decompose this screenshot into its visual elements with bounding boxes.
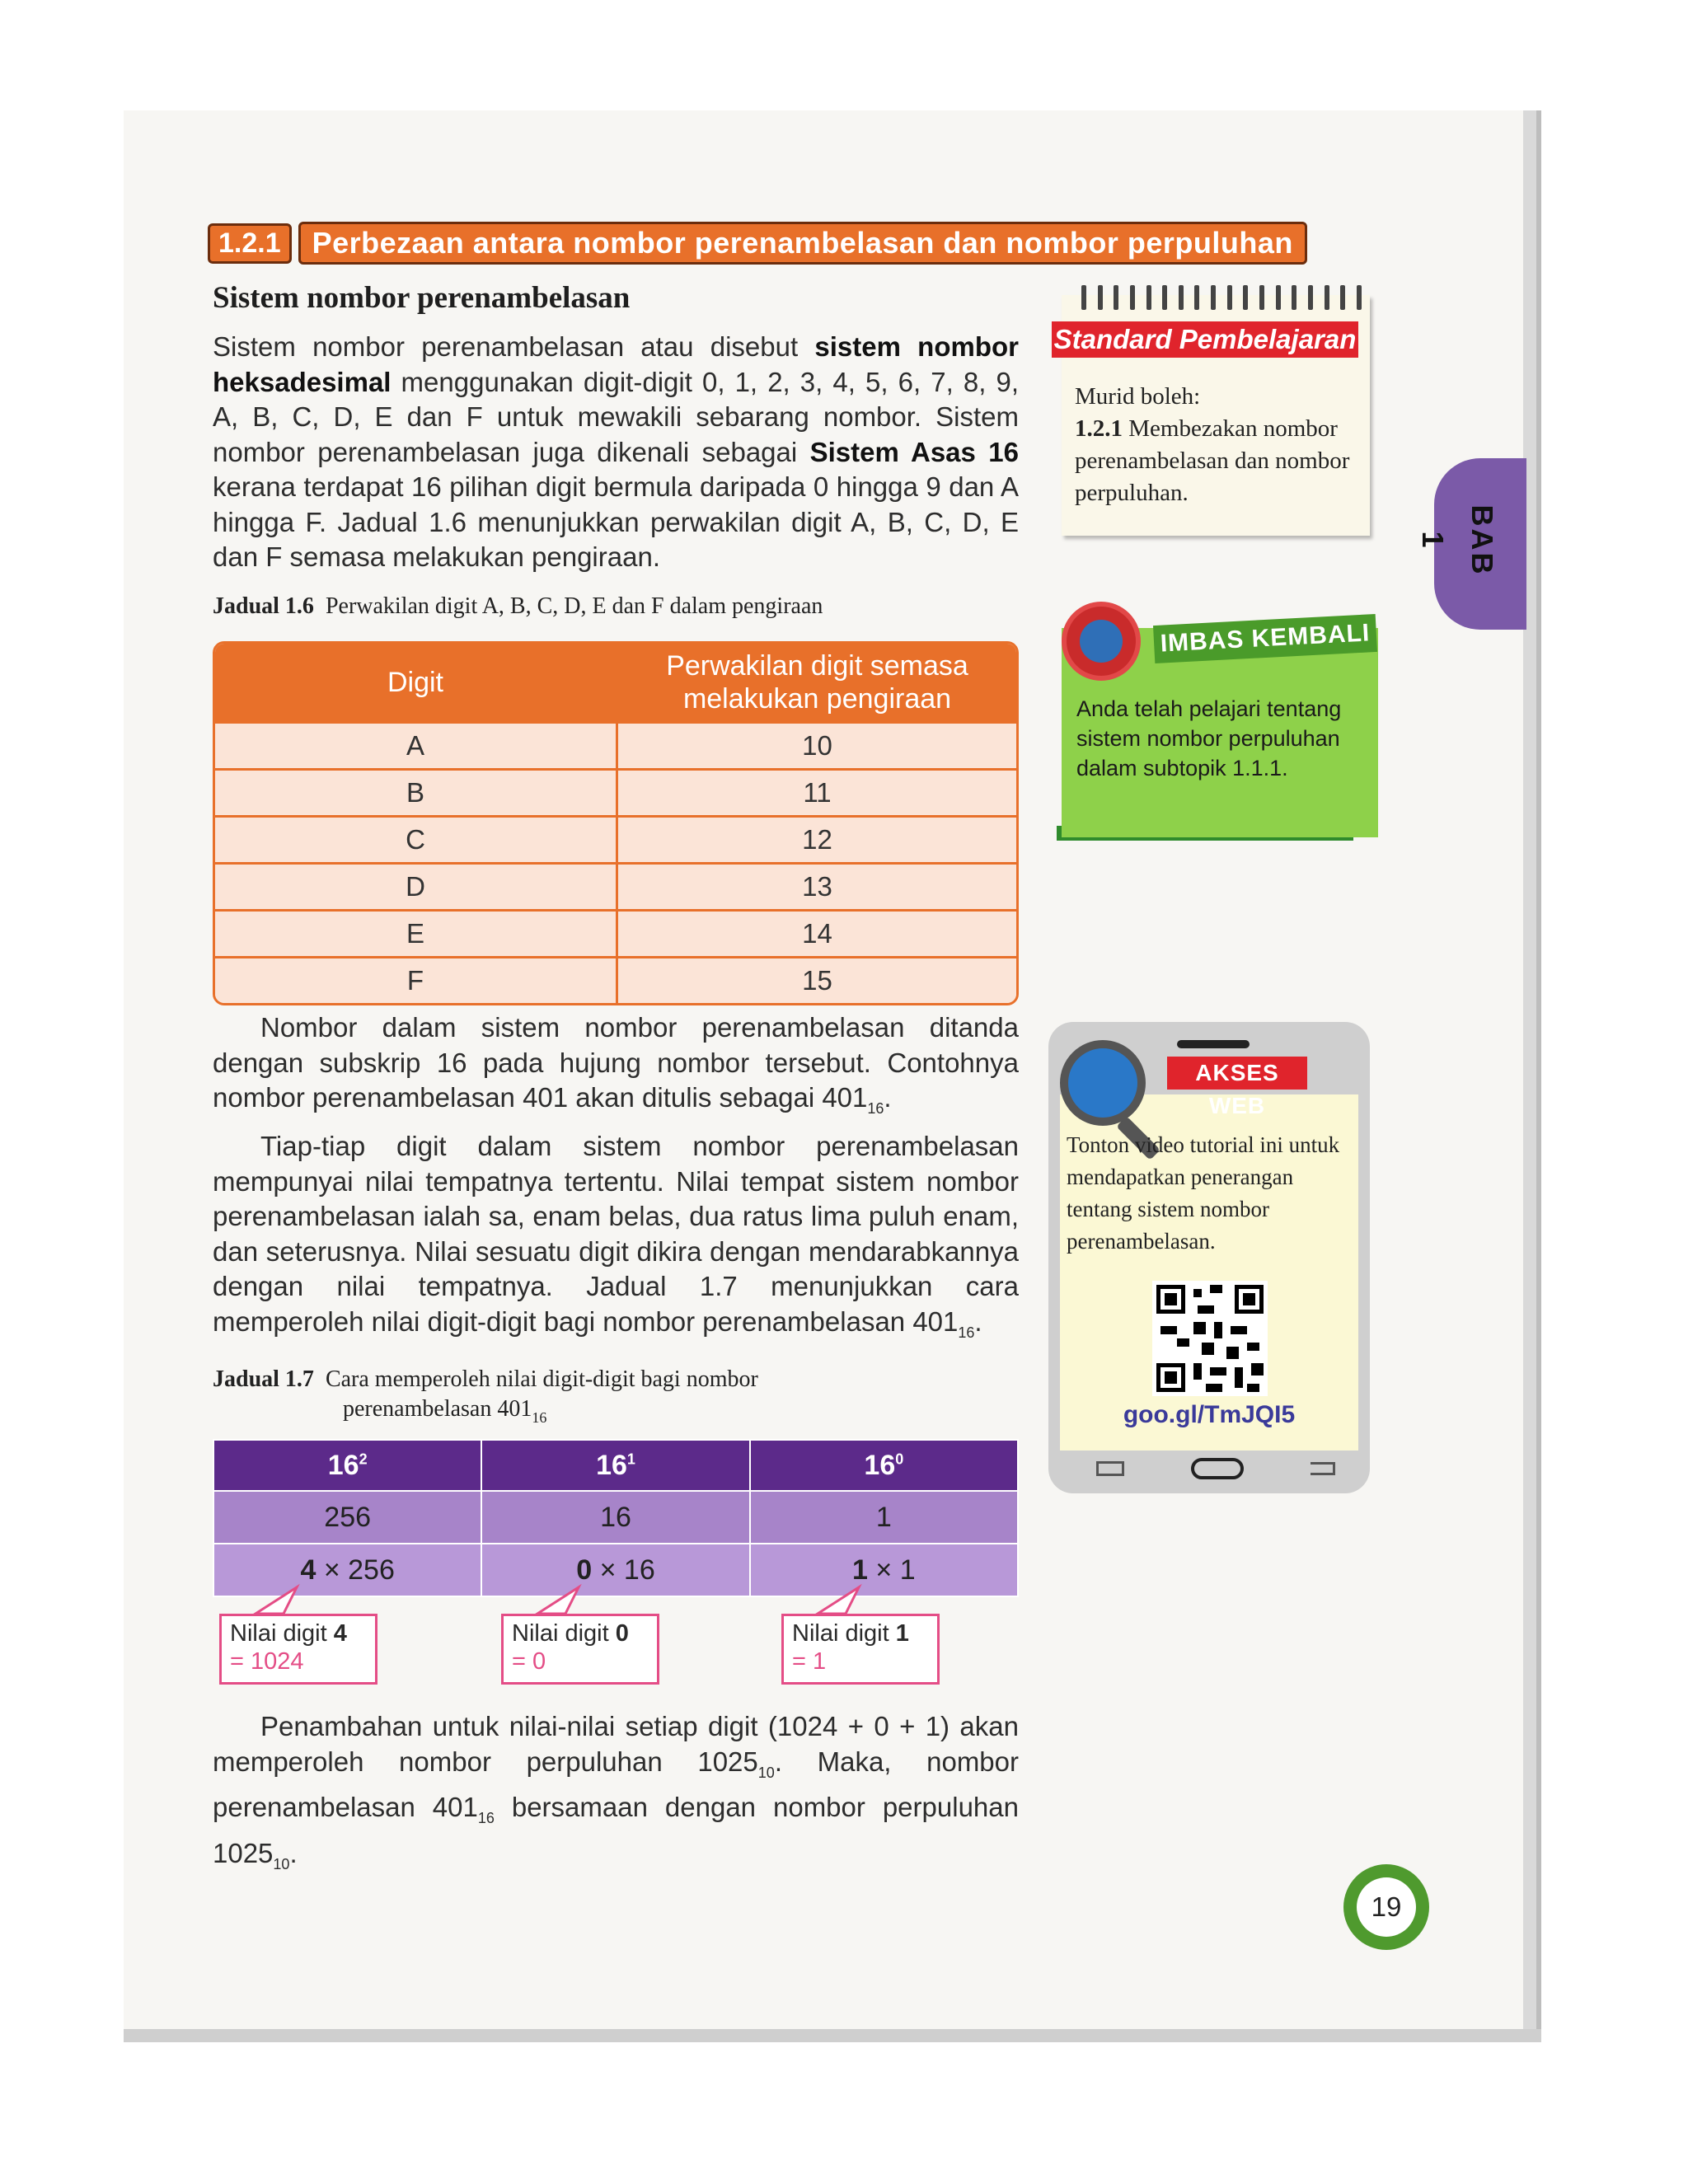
akses-web-title: AKSES WEB bbox=[1167, 1057, 1307, 1090]
para4-text-b: . Maka, nombor perenambelasan 401 bbox=[213, 1746, 1020, 1822]
place-header-16-0 bbox=[750, 1440, 1018, 1491]
table-row bbox=[215, 909, 1016, 956]
para2-end: . bbox=[884, 1082, 892, 1113]
callout-digit-1 bbox=[781, 1614, 940, 1685]
imbas-kembali-globe-icon bbox=[1062, 602, 1141, 681]
callout-digit: 0 bbox=[615, 1620, 629, 1647]
imbas-kembali-title: IMBAS KEMBALI bbox=[1153, 614, 1377, 663]
table17-caption-label: Jadual 1.7 bbox=[213, 1366, 314, 1392]
callout-value: = 1 bbox=[792, 1648, 827, 1675]
table-cell: F bbox=[215, 956, 616, 1003]
table17-caption bbox=[213, 1365, 758, 1432]
section-title: Perbezaan antara nombor perenambelasan dan nombor perpuluhan bbox=[298, 222, 1307, 265]
table-row bbox=[215, 815, 1016, 862]
para4-subscript-c: 10 bbox=[273, 1855, 290, 1872]
place-header-16-1 bbox=[481, 1440, 749, 1491]
table-cell: 10 bbox=[616, 721, 1016, 768]
header-base: 16 bbox=[596, 1449, 627, 1481]
para1-bold-a: sistem nombor heksadesimal bbox=[213, 331, 1019, 397]
callout-digit-4 bbox=[219, 1614, 377, 1685]
product-cell bbox=[213, 1544, 481, 1596]
paragraph-3 bbox=[213, 1129, 1019, 1350]
place-value-cell: 1 bbox=[750, 1491, 1018, 1544]
place-value-cell: 16 bbox=[481, 1491, 749, 1544]
table16-caption-label: Jadual 1.6 bbox=[213, 593, 314, 619]
standard-line1: Murid boleh: bbox=[1075, 383, 1201, 410]
table-cell: E bbox=[215, 909, 616, 956]
page-bottom-shadow bbox=[124, 2029, 1541, 2042]
callout-label: Nilai digit bbox=[230, 1620, 334, 1647]
akses-web-url[interactable]: goo.gl/TmJQI5 bbox=[1123, 1401, 1296, 1428]
imbas-kembali-text: Anda telah pelajari tentang sistem nombor perpuluhan dalam subtopik 1.1.1. bbox=[1076, 696, 1342, 780]
callout-label: Nilai digit bbox=[512, 1620, 616, 1647]
notebook-rings bbox=[1081, 285, 1362, 310]
header-base: 16 bbox=[864, 1449, 896, 1481]
section-heading bbox=[208, 223, 1307, 264]
para4-subscript-a: 10 bbox=[757, 1764, 775, 1781]
page-edge-inner bbox=[1536, 110, 1541, 2037]
callout-label: Nilai digit bbox=[792, 1620, 896, 1647]
product-cell bbox=[481, 1544, 749, 1596]
header-exponent: 1 bbox=[626, 1451, 635, 1468]
para4-text-d: . bbox=[289, 1837, 298, 1868]
standard-body: Membezakan nombor perenambelasan dan nombor perpuluhan. bbox=[1075, 415, 1350, 506]
section-number: 1.2.1 bbox=[208, 223, 292, 264]
callout-value: = 0 bbox=[512, 1648, 546, 1675]
table16-caption-text: Perwakilan digit A, B, C, D, E dan F dalam pengiraan bbox=[325, 593, 823, 619]
table-row bbox=[215, 721, 1016, 768]
menu-button-icon bbox=[1096, 1461, 1124, 1476]
para2-subscript: 16 bbox=[867, 1100, 884, 1117]
header-exponent: 2 bbox=[359, 1451, 368, 1468]
table16-header-digit: Digit bbox=[215, 644, 616, 721]
table-cell: 11 bbox=[616, 768, 1016, 815]
paragraph-4 bbox=[213, 1709, 1019, 1882]
akses-web-text: Tonton video tutorial ini untuk mendapatkan penerangan tentang sistem nombor perenambelasan. bbox=[1067, 1132, 1340, 1254]
table16-caption bbox=[213, 593, 823, 620]
table-cell: 12 bbox=[616, 815, 1016, 862]
qr-code[interactable] bbox=[1152, 1281, 1268, 1396]
chapter-tab-label: BAB 1 bbox=[1416, 504, 1499, 577]
para3-text: Tiap-tiap digit dalam sistem nombor perenambelasan mempunyai nilai tempatnya tertentu. Nilai tempat sistem nombor perenambelasan ialah sa, enam belas, dua ratus lima puluh enam, dan seterusnya. Nilai sesuatu digit dikira dengan mendarabkannya dengan nilai tempatnya. Jadual 1.7 menunjukkan cara memperoleh nilai digit-digit bagi nombor perenambelasan 401 bbox=[213, 1131, 1019, 1337]
table-row bbox=[215, 862, 1016, 909]
table17-caption-line1: Cara memperoleh nilai digit-digit bagi nombor bbox=[325, 1366, 758, 1392]
product-cell bbox=[750, 1544, 1018, 1596]
table-cell: D bbox=[215, 862, 616, 909]
callout-digit-0 bbox=[501, 1614, 659, 1685]
product-digit: 4 bbox=[300, 1554, 316, 1586]
product-rest: × 1 bbox=[867, 1554, 916, 1586]
callout-digit: 1 bbox=[895, 1620, 909, 1647]
header-exponent: 0 bbox=[895, 1451, 904, 1468]
back-button-icon bbox=[1311, 1462, 1335, 1475]
callout-digit: 4 bbox=[333, 1620, 347, 1647]
table-cell: 15 bbox=[616, 956, 1016, 1003]
table-row bbox=[213, 1491, 1018, 1544]
para1-text-b: menggunakan digit-digit 0, 1, 2, 3, 4, 5, 6, 7, 8, 9, A, B, C, D, E dan F untuk mewakili sebarang nombor. Sistem nombor perenambelasan juga dikenali sebagai bbox=[213, 366, 1019, 467]
place-value-cell: 256 bbox=[213, 1491, 481, 1544]
table-row bbox=[213, 1544, 1018, 1596]
table17-caption-line2: perenambelasan 401 bbox=[343, 1396, 532, 1422]
table-cell: A bbox=[215, 721, 616, 768]
subtitle: Sistem nombor perenambelasan bbox=[213, 281, 631, 315]
para1-text-a: Sistem nombor perenambelasan atau disebut bbox=[213, 331, 815, 362]
table-row bbox=[215, 768, 1016, 815]
table-cell: 13 bbox=[616, 862, 1016, 909]
para1-bold-b: Sistem Asas 16 bbox=[809, 436, 1019, 467]
page-number: 19 bbox=[1357, 1877, 1416, 1937]
product-rest: × 256 bbox=[316, 1554, 395, 1586]
table-row bbox=[215, 956, 1016, 1003]
para2-text: Nombor dalam sistem nombor perenambelasan ditanda dengan subskrip 16 pada hujung nombor tersebut. Contohnya nombor perenambelasan 401 akan ditulis sebagai 401 bbox=[213, 1012, 1019, 1113]
product-digit: 0 bbox=[576, 1554, 593, 1586]
digit-representation-table bbox=[213, 641, 1019, 1005]
standard-pembelajaran-text bbox=[1075, 381, 1360, 509]
product-digit: 1 bbox=[852, 1554, 868, 1586]
standard-pembelajaran-title: Standard Pembelajaran bbox=[1052, 321, 1358, 358]
table16-header-value: Perwakilan digit semasa melakukan pengiraan bbox=[616, 644, 1016, 721]
para3-end: . bbox=[974, 1305, 982, 1337]
para1-text-c: kerana terdapat 16 pilihan digit bermula daripada 0 hingga 9 dan A hingga F. Jadual 1.6 menunjukkan perwakilan digit A, B, C, D, E dan F semasa melakukan pengiraan. bbox=[213, 471, 1019, 572]
table-cell: B bbox=[215, 768, 616, 815]
para4-text-c: bersamaan dengan nombor perpuluhan 1025 bbox=[213, 1792, 1019, 1868]
phone-buttons bbox=[1096, 1451, 1335, 1487]
place-value-table bbox=[213, 1439, 1019, 1597]
product-rest: × 16 bbox=[592, 1554, 655, 1586]
table-cell: C bbox=[215, 815, 616, 862]
header-base: 16 bbox=[327, 1449, 359, 1481]
table-cell: 14 bbox=[616, 909, 1016, 956]
para4-subscript-b: 16 bbox=[477, 1810, 495, 1826]
para3-subscript: 16 bbox=[958, 1324, 975, 1341]
table17-caption-subscript: 16 bbox=[532, 1409, 547, 1426]
callout-value: = 1024 bbox=[230, 1648, 304, 1675]
standard-code: 1.2.1 bbox=[1075, 415, 1123, 442]
phone-speaker bbox=[1177, 1040, 1250, 1048]
paragraph-2 bbox=[213, 1010, 1019, 1127]
para4-text-a: Penambahan untuk nilai-nilai setiap digit (1024 + 0 + 1) akan memperoleh nombor perpuluhan 1025 bbox=[213, 1711, 1019, 1777]
home-button-icon bbox=[1191, 1458, 1244, 1479]
globe-magnifier-icon bbox=[1060, 1040, 1146, 1126]
paragraph-1 bbox=[213, 330, 1019, 575]
place-header-16-2 bbox=[213, 1440, 481, 1491]
